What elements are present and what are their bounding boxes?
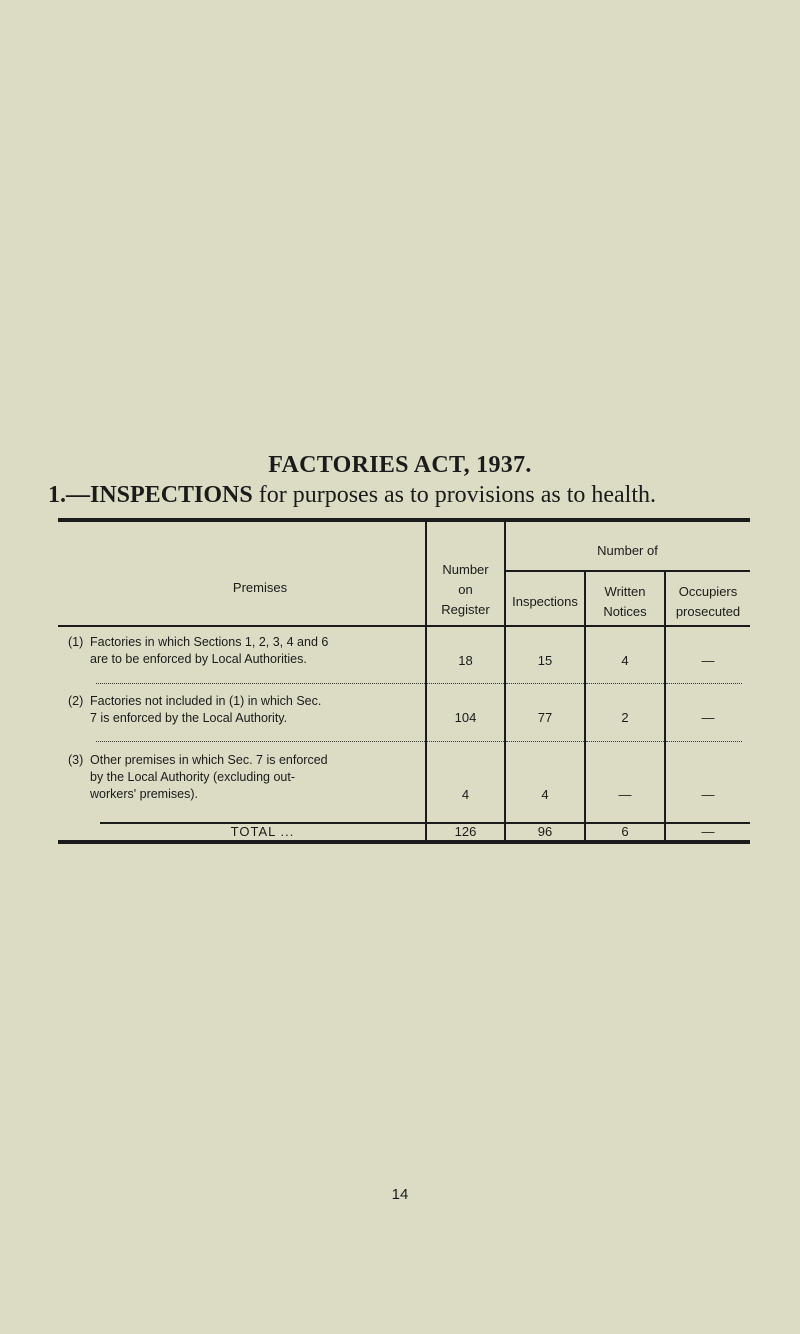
total-label: TOTAL ... [230, 824, 295, 839]
row-occupiers-prosecuted: — [701, 653, 715, 668]
header-number-of: Number of [597, 543, 658, 558]
header-inspections: Inspections [512, 594, 578, 609]
row-text-line: Factories not included in (1) in which Sec. [90, 694, 322, 708]
row-text-line: Factories in which Sections 1, 2, 3, 4 and 6 [90, 635, 329, 649]
total-written-notices: 6 [621, 824, 629, 839]
row-written-notices: 2 [621, 710, 629, 725]
header-written-line: Written [604, 584, 646, 599]
total-register: 126 [454, 824, 477, 839]
row-separator [427, 683, 504, 684]
row-separator [506, 683, 584, 684]
header-occupiers-prosecuted [666, 582, 750, 622]
row-inspections: 77 [537, 710, 553, 725]
total-inspections: 96 [537, 824, 553, 839]
row-written-notices: 4 [621, 653, 629, 668]
table-row-description [68, 634, 424, 668]
row-register: 4 [461, 787, 470, 802]
row-separator [586, 683, 664, 684]
row-inspections: 4 [541, 787, 549, 802]
table-row-description [68, 693, 424, 727]
table-top-rule [58, 518, 750, 522]
row-text-line: Other premises in which Sec. 7 is enforced [90, 753, 328, 767]
row-separator [96, 683, 425, 684]
header-occupiers-line: Occupiers [678, 584, 738, 599]
row-text-line: 7 is enforced by the Local Authority. [90, 711, 288, 725]
header-register-line: on [458, 582, 473, 597]
row-separator [427, 741, 504, 742]
row-text-line: by the Local Authority (excluding out- [90, 770, 295, 784]
row-separator [506, 741, 584, 742]
row-number: (3) [68, 753, 84, 767]
header-occupiers-line: prosecuted [675, 604, 741, 619]
row-text-line: workers' premises). [90, 787, 198, 801]
header-register-line: Number [442, 562, 489, 577]
row-inspections: 15 [537, 653, 553, 668]
row-number: (1) [68, 635, 84, 649]
document-subtitle [48, 482, 768, 509]
row-register: 18 [458, 653, 473, 668]
row-separator [666, 741, 742, 742]
header-bottom-rule [58, 625, 750, 627]
header-written-notices [586, 582, 664, 622]
total-occupiers-prosecuted: — [701, 824, 715, 839]
row-text-line: are to be enforced by Local Authorities. [90, 652, 307, 666]
row-occupiers-prosecuted: — [701, 710, 715, 725]
page-number: 14 [391, 1186, 409, 1203]
row-occupiers-prosecuted: — [701, 787, 715, 802]
header-written-line: Notices [603, 604, 647, 619]
header-premises: Premises [232, 580, 288, 595]
subtitle-rest: for purposes as to provisions as to health. [258, 482, 656, 508]
row-separator [586, 741, 664, 742]
subtitle-prefix: 1.—INSPECTIONS [48, 482, 253, 508]
row-register: 104 [454, 710, 477, 725]
table-row-description [68, 752, 424, 803]
header-register-line: Register [441, 602, 490, 617]
header-register [427, 560, 504, 620]
row-separator [666, 683, 742, 684]
document-title: FACTORIES ACT, 1937. [268, 452, 532, 478]
row-separator [96, 741, 425, 742]
group-header-rule [505, 570, 750, 572]
row-written-notices: — [618, 787, 632, 802]
row-number: (2) [68, 694, 84, 708]
